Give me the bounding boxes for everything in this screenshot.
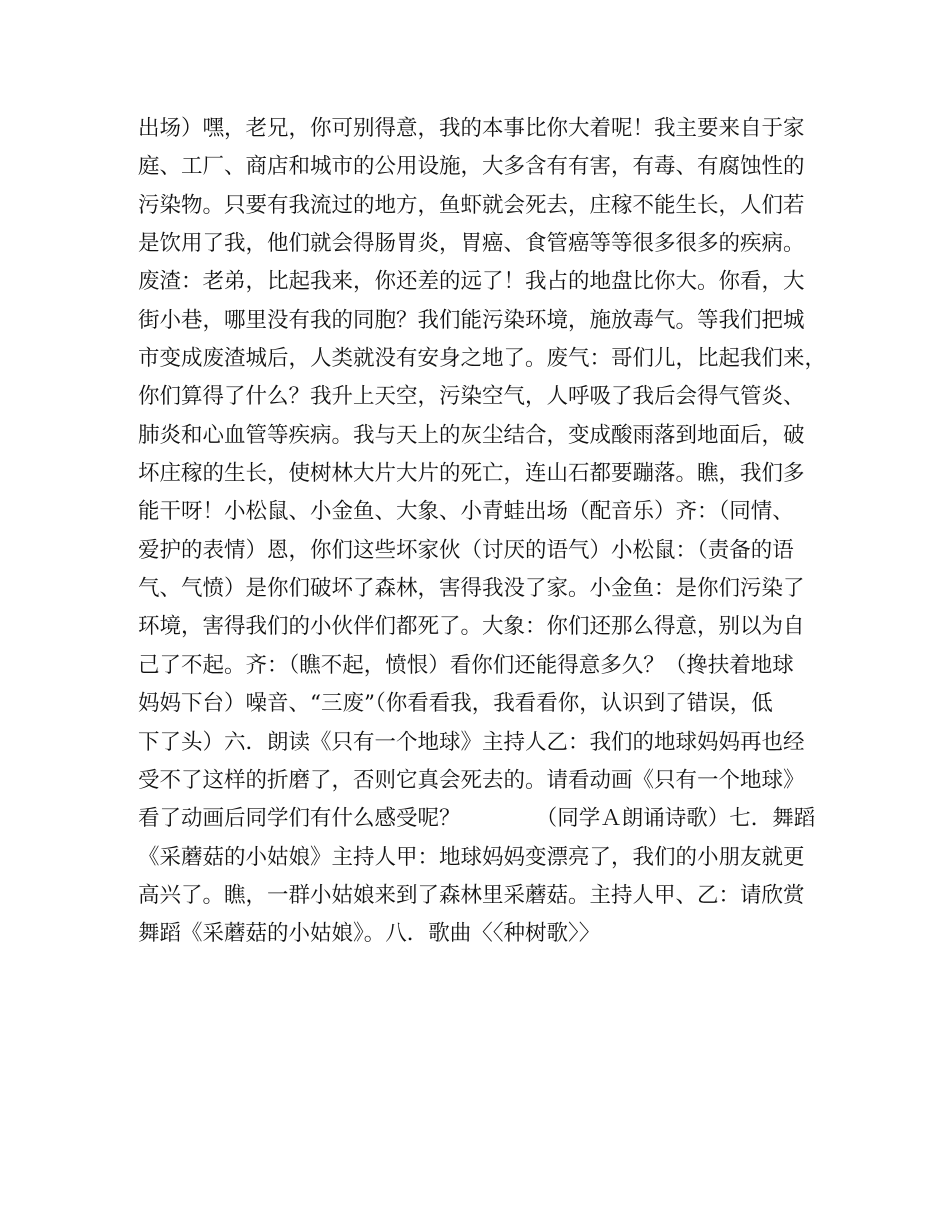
text-line: 《采蘑菇的小姑娘》主持人甲：地球妈妈变漂亮了，我们的小朋友就更 bbox=[138, 844, 805, 870]
text-line: 爱护的表情）恩，你们这些坏家伙（讨厌的语气）小松鼠：（责备的语 bbox=[138, 537, 794, 563]
text-line: 坏庄稼的生长，使树林大片大片的死亡，连山石都要蹦落。瞧，我们多 bbox=[138, 461, 805, 487]
text-line: 庭、工厂、商店和城市的公用设施，大多含有有害，有毒、有腐蚀性的 bbox=[138, 154, 805, 180]
text-line: 市变成废渣城后，人类就没有安身之地了。废气：哥们儿，比起我们来， bbox=[138, 346, 827, 372]
body-text bbox=[138, 110, 827, 954]
text-line: 受不了这样的折磨了，否则它真会死去的。请看动画《只有一个地球》 bbox=[138, 767, 805, 793]
text-line: 是饮用了我，他们就会得肠胃炎，胃癌、食管癌等等很多很多的疾病。 bbox=[138, 231, 805, 257]
text-line: 看了动画后同学们有什么感受呢？ （同学Ａ朗诵诗歌）七．舞蹈 bbox=[138, 806, 816, 832]
text-line: 能干呀！小松鼠、小金鱼、大象、小青蛙出场（配音乐）齐：（同情、 bbox=[138, 499, 794, 525]
text-line: 下了头）六．朗读《只有一个地球》主持人乙：我们的地球妈妈再也经 bbox=[138, 729, 805, 755]
text-line: 环境，害得我们的小伙伴们都死了。大象：你们还那么得意，别以为自 bbox=[138, 614, 805, 640]
text-line: 妈妈下台）噪音、“三废”（你看看我，我看看你，认识到了错误，低 bbox=[138, 691, 773, 717]
text-line: 你们算得了什么？我升上天空，污染空气，人呼吸了我后会得气管炎、 bbox=[138, 384, 805, 410]
text-line: 街小巷，哪里没有我的同胞？我们能污染环境，施放毒气。等我们把城 bbox=[138, 307, 805, 333]
text-line: 气、气愤）是你们破坏了森林，害得我没了家。小金鱼：是你们污染了 bbox=[138, 576, 805, 602]
text-line: 己了不起。齐：（瞧不起，愤恨）看你们还能得意多久？（搀扶着地球 bbox=[138, 652, 794, 678]
text-line: 出场）嘿，老兄，你可别得意，我的本事比你大着呢！我主要来自于家 bbox=[138, 116, 805, 141]
text-line: 高兴了。瞧，一群小姑娘来到了森林里采蘑菇。主持人甲、乙：请欣赏 bbox=[138, 882, 805, 908]
text-line: 废渣：老弟，比起我来，你还差的远了！我占的地盘比你大。你看，大 bbox=[138, 269, 805, 295]
text-line: 污染物。只要有我流过的地方，鱼虾就会死去，庄稼不能生长，人们若 bbox=[138, 192, 805, 218]
text-line: 肺炎和心血管等疾病。我与天上的灰尘结合，变成酸雨落到地面后，破 bbox=[138, 422, 805, 448]
text-line: 舞蹈《采蘑菇的小姑娘》。八．歌曲〈〈种树歌〉〉 bbox=[138, 921, 601, 947]
